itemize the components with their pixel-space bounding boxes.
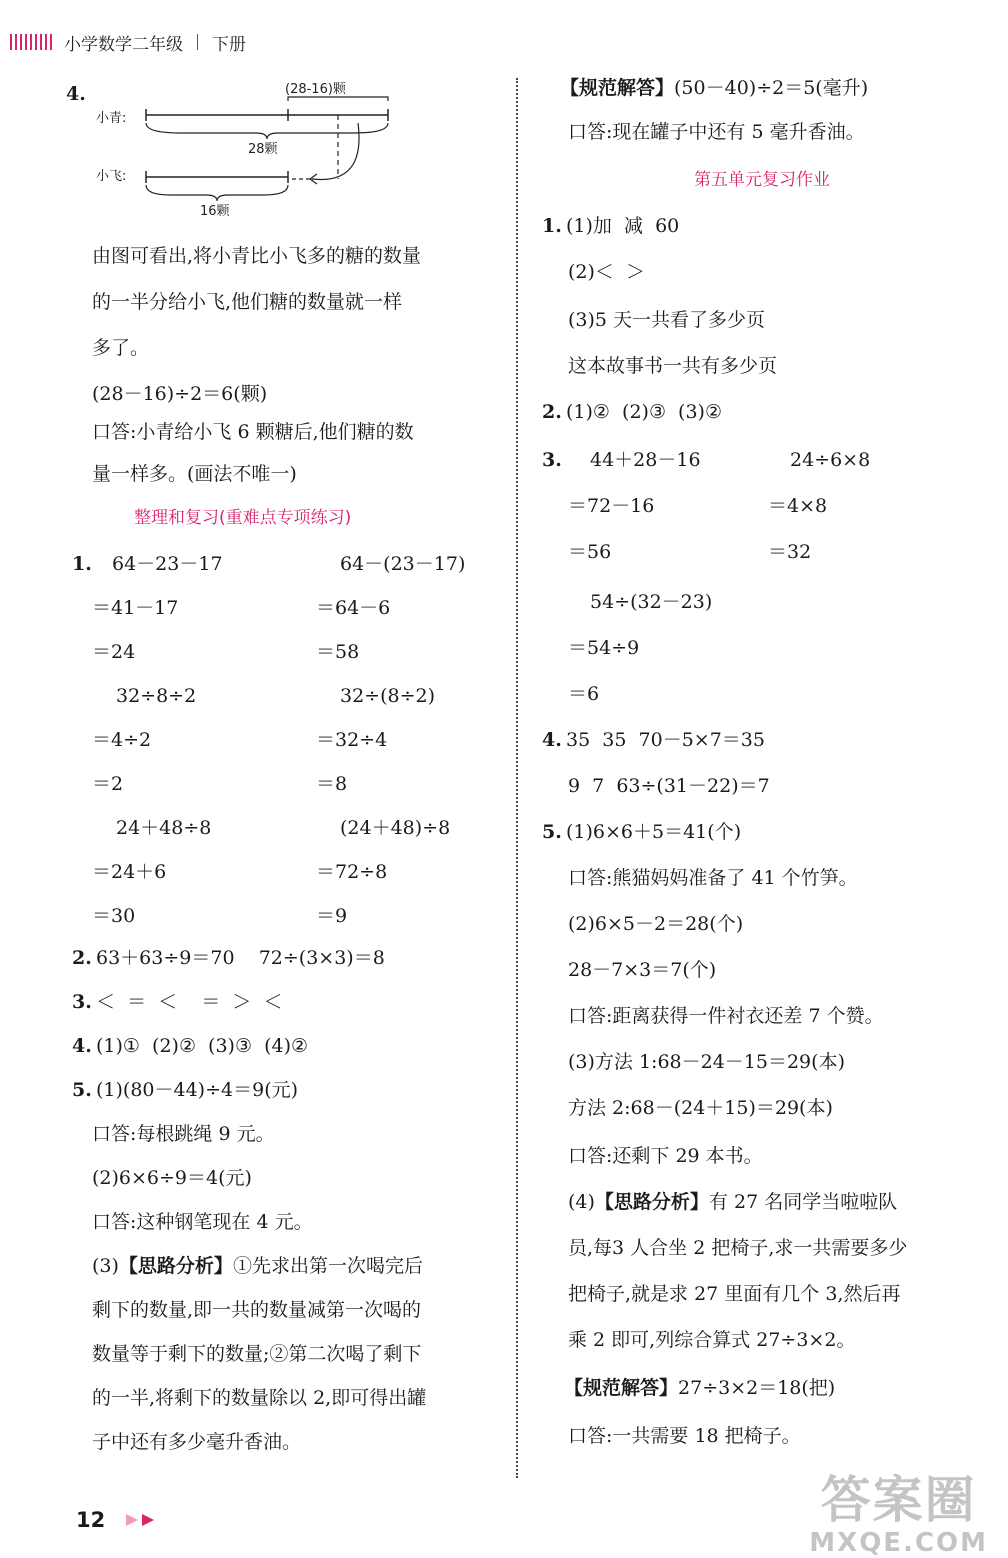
question-number: 5.	[542, 821, 562, 843]
answer-line: 方法 2:68－(24＋15)＝29(本)	[568, 1097, 833, 1119]
calc-line: ＝72÷8	[316, 861, 388, 883]
diagram-sum2: 16颗	[200, 204, 230, 219]
answer-line: (3)方法 1:68－24－15＝29(本)	[568, 1051, 845, 1073]
calc-line: ＝32÷4	[316, 729, 388, 751]
calc-line: ＝41－17	[92, 597, 179, 619]
answer-line: 口答:还剩下 29 本书。	[568, 1145, 763, 1167]
answer-line: ＜ ＝ ＜ ＝ ＞ ＜	[96, 991, 283, 1013]
analysis-tag: 【思路分析】	[118, 1255, 233, 1277]
calc-line: ＝4×8	[768, 495, 828, 517]
answer-line: (1)① (2)② (3)③ (4)②	[96, 1035, 309, 1057]
answer-line: (2)6×6÷9＝4(元)	[92, 1167, 252, 1189]
calc-line: 44＋28－16	[590, 449, 701, 471]
answer-line: 口答:熊猫妈妈准备了 41 个竹笋。	[568, 867, 858, 889]
calc-line: ＝6	[568, 683, 600, 705]
page-header	[10, 28, 246, 56]
equation: (28－16)÷2＝6(颗)	[92, 383, 268, 405]
analysis-line: (3)【思路分析】①先求出第一次喝完后	[92, 1255, 423, 1277]
answer-line: (2)6×5－2＝28(个)	[568, 913, 744, 935]
analysis-line: 员,每3 人合坐 2 把椅子,求一共需要多少	[568, 1237, 908, 1259]
calc-line: 32÷8÷2	[116, 685, 197, 707]
answer-line: 9 7 63÷(31－22)＝7	[568, 775, 770, 797]
analysis-line: (4)【思路分析】有 27 名同学当啦啦队	[568, 1191, 898, 1213]
answer-line: 口答:一共需要 18 把椅子。	[568, 1425, 801, 1447]
analysis-line: 剩下的数量,即一共的数量减第一次喝的	[92, 1299, 422, 1321]
text-line: 多了。	[92, 337, 150, 359]
answer-line: 口答:现在罐子中还有 5 毫升香油。	[568, 121, 865, 143]
answer-line: (3)5 天一共看了多少页	[568, 309, 766, 331]
calc-line: ＝24	[92, 641, 136, 663]
question-number: 2.	[542, 401, 562, 423]
book-title: 小学数学二年级	[64, 34, 183, 55]
text-line: 由图可看出,将小青比小飞多的糖的数量	[92, 245, 422, 267]
question-number: 2.	[72, 947, 92, 969]
answer-line: (1)(80－44)÷4＝9(元)	[96, 1079, 299, 1101]
answer-line: 63＋63÷9＝70 72÷(3×3)＝8	[96, 947, 385, 969]
calc-line: 54÷(32－23)	[590, 591, 713, 613]
calc-line: 64－23－17	[112, 553, 223, 575]
answer-line: (1)6×6＋5＝41(个)	[566, 821, 742, 843]
book-volume: 下册	[212, 34, 246, 55]
analysis-line: 的一半,将剩下的数量除以 2,即可得出罐	[92, 1387, 427, 1409]
answer-line: 35 35 70－5×7＝35	[566, 729, 765, 751]
answer-line: (1)加 减 60	[566, 215, 680, 237]
analysis-line: 把椅子,就是求 27 里面有几个 3,然后再	[568, 1283, 901, 1305]
question-number: 4.	[72, 1035, 92, 1057]
section-title: 整理和复习(重难点专项练习)	[134, 508, 352, 528]
calc-line: 64－(23－17)	[340, 553, 466, 575]
calc-line: ＝8	[316, 773, 348, 795]
calc-line: 24＋48÷8	[116, 817, 212, 839]
calc-line: ＝2	[92, 773, 124, 795]
answer-line: 口答:这种钢笔现在 4 元。	[92, 1211, 313, 1233]
question-number: 3.	[72, 991, 92, 1013]
watermark-logo: 答案圈 MXQE.COM	[809, 1471, 988, 1558]
answer-line: 这本故事书一共有多少页	[568, 355, 778, 377]
answer-line: 【规范解答】27÷3×2＝18(把)	[564, 1377, 836, 1399]
calc-line: ＝30	[92, 905, 136, 927]
diagram-sum1: 28颗	[248, 142, 278, 157]
calc-line: (24＋48)÷8	[340, 817, 451, 839]
calc-line: ＝72－16	[568, 495, 655, 517]
question-number: 5.	[72, 1079, 92, 1101]
calc-line: 32÷(8÷2)	[340, 685, 436, 707]
solution-tag: 【规范解答】	[564, 1377, 679, 1399]
question-number: 1.	[542, 215, 562, 237]
question-number: 4.	[542, 729, 562, 751]
calc-line: ＝58	[316, 641, 360, 663]
diagram-row2-label: 小飞:	[96, 169, 127, 184]
question-number: 1.	[72, 553, 92, 575]
calc-line: ＝64－6	[316, 597, 391, 619]
calc-line: ＝54÷9	[568, 637, 640, 659]
calc-line: ＝4÷2	[92, 729, 152, 751]
analysis-line: 乘 2 即可,列综合算式 27÷3×2。	[568, 1329, 856, 1351]
answer-line: (2)＜ ＞	[568, 261, 645, 283]
calc-line: ＝9	[316, 905, 348, 927]
question-number: 3.	[542, 449, 562, 471]
section-title: 第五单元复习作业	[694, 170, 830, 190]
solution-tag: 【规范解答】	[560, 77, 675, 99]
page-number: 12	[76, 1508, 106, 1532]
calc-line: ＝56	[568, 541, 612, 563]
analysis-line: 子中还有多少毫升香油。	[92, 1431, 302, 1453]
question-number: 4.	[66, 83, 86, 105]
answer-line: (1)② (2)③ (3)②	[566, 401, 722, 423]
diagram-row1-label: 小青:	[96, 111, 127, 126]
text-line: 的一半分给小飞,他们糖的数量就一样	[92, 291, 403, 313]
line-segment-diagram	[60, 75, 400, 225]
answer-line: 量一样多。(画法不唯一)	[92, 463, 297, 485]
calc-line: ＝24＋6	[92, 861, 167, 883]
answer-line: 口答:每根跳绳 9 元。	[92, 1123, 275, 1145]
answer-line: 28－7×3＝7(个)	[568, 959, 717, 981]
diagram-top-label: (28-16)颗	[285, 82, 346, 97]
calc-line: ＝32	[768, 541, 812, 563]
column-divider	[516, 78, 518, 1478]
analysis-tag: 【思路分析】	[594, 1191, 709, 1213]
double-arrow-icon	[124, 1512, 164, 1528]
answer-line: 口答:小青给小飞 6 颗糖后,他们糖的数	[92, 421, 414, 443]
header-stripes	[10, 34, 52, 50]
answer-line: 口答:距离获得一件衬衣还差 7 个赞。	[568, 1005, 884, 1027]
header-separator	[197, 34, 198, 50]
calc-line: 24÷6×8	[790, 449, 871, 471]
answer-line: 【规范解答】(50－40)÷2＝5(毫升)	[560, 77, 869, 99]
analysis-line: 数量等于剩下的数量;②第二次喝了剩下	[92, 1343, 422, 1365]
